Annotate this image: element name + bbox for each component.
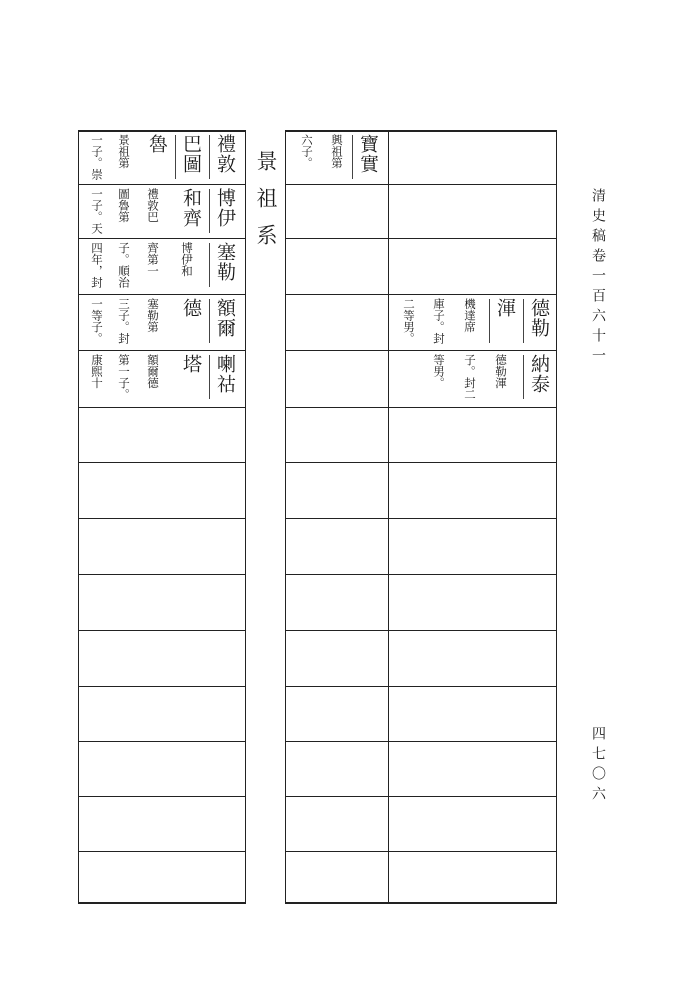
person-note: 博伊和 [180, 242, 194, 277]
person-note: 庫子。封 [432, 298, 446, 344]
person-name: 魯 [146, 134, 168, 154]
person-name: 渾 [494, 298, 516, 318]
person-note: 禮敦巴 [146, 188, 160, 223]
person-note: 機達席 [463, 298, 477, 333]
person-name: 和齊 [180, 188, 202, 228]
person-note: 第一子。 [117, 354, 131, 400]
person-note: 子。封二 [463, 354, 477, 400]
person-note: 齊第一 [146, 242, 160, 277]
person-note: 四年，封 [90, 242, 104, 288]
person-note: 德勒渾 [494, 354, 508, 389]
person-note: 二等男。 [402, 298, 416, 344]
person-note: 塞勒第 [146, 298, 160, 333]
volume-header: 清史稿卷一百六十一 [590, 188, 606, 368]
person-name: 寶實 [357, 134, 379, 174]
person-name: 德 [180, 298, 202, 318]
person-note: 六子。 [300, 134, 314, 169]
person-note: 額爾德 [146, 354, 160, 389]
person-note: 一子。天 [90, 188, 104, 234]
person-note: 等男。 [432, 354, 446, 389]
person-name: 額爾 [214, 298, 236, 338]
person-name: 喇祜 [214, 354, 236, 394]
person-name: 巴圖 [180, 134, 202, 174]
person-note: 興祖第 [330, 134, 344, 169]
person-name: 納泰 [528, 354, 550, 394]
person-note: 圖魯第 [117, 188, 131, 223]
page-number: 四七〇六 [590, 726, 606, 806]
section-title: 景祖系 [254, 150, 278, 261]
person-name: 禮敦 [214, 134, 236, 174]
person-name: 塞勒 [214, 242, 236, 282]
person-note: 三子。封 [117, 298, 131, 344]
person-note: 一等子。 [90, 298, 104, 344]
person-name: 德勒 [528, 298, 550, 338]
person-note: 景祖第 [117, 134, 131, 169]
person-note: 康熙十 [90, 354, 104, 389]
person-name: 博伊 [214, 188, 236, 228]
person-note: 子。順治 [117, 242, 131, 288]
person-note: 一子。崇 [90, 134, 104, 180]
person-name: 塔 [180, 354, 202, 374]
